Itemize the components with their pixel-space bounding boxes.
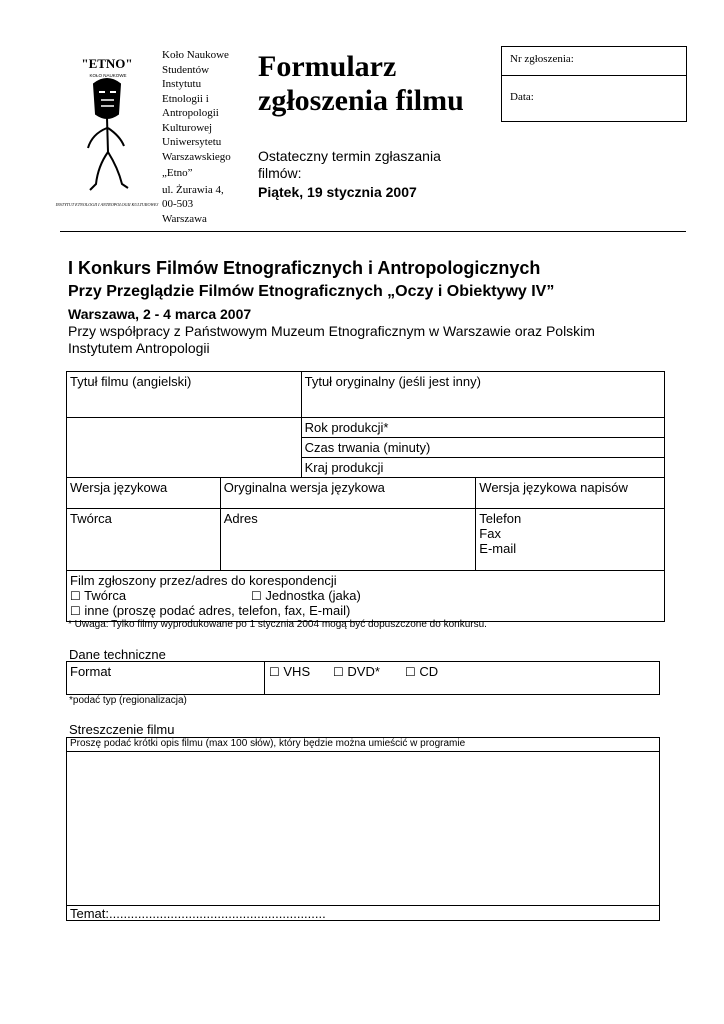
email-label: E-mail [479, 541, 517, 556]
registration-box [501, 46, 687, 122]
ballot-box-icon: ☐ [70, 589, 81, 603]
format-option-label: DVD* [347, 664, 380, 679]
form-title-line1: Formularz [258, 50, 397, 83]
format-option-label: CD [419, 664, 439, 679]
org-line: Warszawa [162, 212, 207, 225]
eligibility-notice: * Uwaga: Tylko filmy wyprodukowane po 1 stycznia 2004 mogą być dopuszczone do konkursu. [68, 619, 487, 630]
logo-subtitle: KOŁO NAUKOWE [89, 73, 127, 78]
option-unit-label: Jednostka (jaka) [265, 588, 361, 603]
org-line: 00-503 [162, 198, 194, 210]
logo-text-bottom: INSTYTUT ETNOLOGII I ANTROPOLOGII KULTUROWEJ [55, 202, 159, 207]
title-original-field[interactable]: Tytuł oryginalny (jeśli jest inny) [301, 372, 664, 418]
format-label: Format [70, 664, 112, 679]
org-line: Koło Naukowe [162, 49, 229, 61]
registration-date-label: Data: [510, 91, 534, 103]
header-divider [60, 231, 686, 232]
registration-number-label: Nr zgłoszenia: [510, 53, 574, 65]
language-version-field[interactable]: Wersja językowa [67, 478, 221, 509]
format-option-label: VHS [283, 664, 311, 679]
deadline-date: Piątek, 19 stycznia 2007 [258, 184, 417, 200]
ballot-box-icon: ☐ [251, 589, 262, 603]
form-title-line2: zgłoszenia filmu [258, 84, 464, 117]
country-field[interactable]: Kraj produkcji [301, 458, 664, 478]
logo-text-top: "ETNO" [81, 56, 133, 71]
cooperation-note [68, 323, 668, 357]
org-line: Warszawskiego [162, 150, 231, 163]
address-field[interactable]: Adres [220, 509, 476, 571]
ballot-box-icon: ☐ [405, 665, 416, 679]
deadline-line2: filmów: [258, 165, 302, 181]
author-field[interactable]: Twórca [67, 509, 221, 571]
phone-label: Telefon [479, 511, 522, 526]
format-option-dvd[interactable] [333, 664, 380, 679]
option-author[interactable] [70, 588, 126, 603]
production-year-field[interactable]: Rok produkcji* [301, 418, 664, 438]
summary-text-area[interactable] [67, 752, 659, 904]
ballot-box-icon: ☐ [333, 665, 344, 679]
option-other[interactable] [70, 603, 661, 619]
option-author-label: Twórca [84, 588, 127, 603]
review-title: Przy Przeglądzie Filmów Etnograficznych „Oczy i Obiektywy IV” [68, 283, 555, 300]
ballot-box-icon: ☐ [70, 604, 81, 618]
cooperation-line1: Przy współpracy z Państwowym Muzeum Etnograficznym w Warszawie oraz Polskim [68, 323, 595, 339]
deadline-label [258, 148, 441, 182]
blank-cell [67, 418, 302, 478]
technical-data-label: Dane techniczne [69, 647, 166, 662]
submitter-field [67, 571, 665, 622]
film-details-table [66, 371, 665, 622]
org-line: ul. Żurawia 4, [162, 183, 224, 196]
org-line: Antropologii [162, 107, 219, 119]
form-title [258, 50, 464, 118]
mask-figure-icon [88, 79, 128, 190]
org-line: Kulturowej [162, 121, 213, 134]
org-line: Etnologii i [162, 92, 209, 105]
contact-field[interactable] [476, 509, 665, 571]
cooperation-line2: Instytutem Antropologii [68, 340, 210, 356]
org-line: Studentów [162, 63, 210, 76]
option-other-label: inne (proszę podać adres, telefon, fax, E-mail) [84, 603, 351, 618]
deadline-line1: Ostateczny termin zgłaszania [258, 148, 441, 164]
topic-field[interactable]: Temat:............................................................ [70, 906, 326, 921]
event-dates: Warszawa, 2 - 4 marca 2007 [68, 306, 252, 322]
duration-field[interactable]: Czas trwania (minuty) [301, 438, 664, 458]
org-line: Uniwersytetu [162, 136, 222, 148]
ballot-box-icon: ☐ [269, 665, 280, 679]
option-unit[interactable] [251, 588, 361, 604]
fax-label: Fax [479, 526, 501, 541]
org-line: Instytutu [162, 78, 202, 90]
summary-box [66, 737, 660, 921]
organization-address [162, 48, 257, 226]
summary-label: Streszczenie filmu [69, 722, 175, 737]
summary-instruction: Proszę podać krótki opis filmu (max 100 słów), który będzie można umieścić w programie [70, 738, 466, 749]
format-option-vhs[interactable] [269, 664, 310, 679]
format-option-cd[interactable] [405, 664, 438, 679]
etno-logo [55, 48, 159, 226]
format-note: *podać typ (regionalizacja) [69, 695, 187, 706]
original-language-field[interactable]: Oryginalna wersja językowa [220, 478, 476, 509]
submitter-label: Film zgłoszony przez/adres do korespondencji [70, 573, 337, 588]
title-english-field[interactable]: Tytuł filmu (angielski) [67, 372, 302, 418]
org-line: „Etno” [162, 167, 193, 179]
subtitle-language-field[interactable]: Wersja językowa napisów [476, 478, 665, 509]
technical-data-box [66, 661, 660, 695]
contest-title: I Konkurs Filmów Etnograficznych i Antropologicznych [68, 258, 541, 278]
